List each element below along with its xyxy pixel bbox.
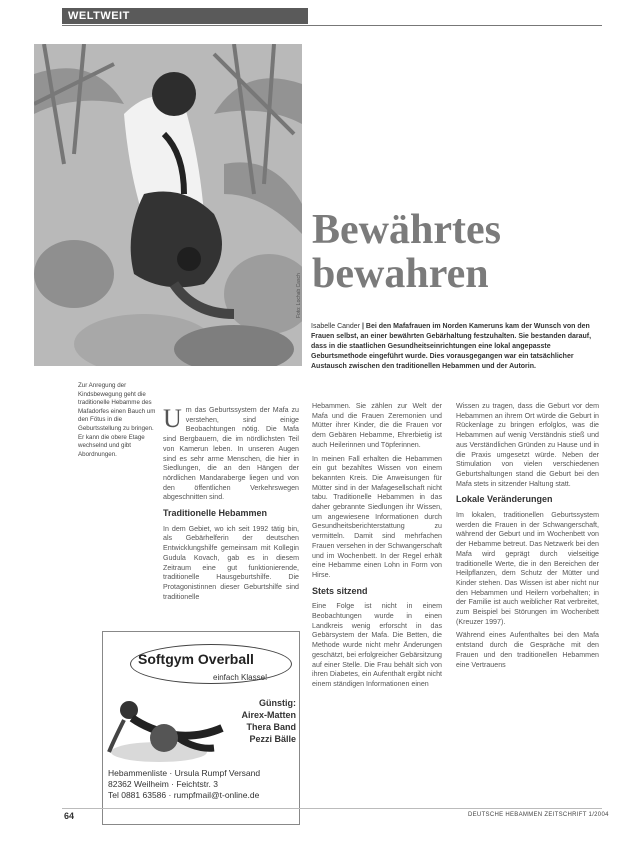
body-paragraph: Eine Folge ist nicht in einem Beobachtungen wurde in einen Landkreis wenig erforscht in das Gebärsystem der Mafa. Die Betten, die Methode wurde nicht mehr Änderungen geschätzt, bei erfolgreicher Gebärsitzung auf einer Stelle. Die Frau behält sich von ihren Diabetes, ein Aufenthalt ergibt nicht einem ständigen Informationen einen	[312, 602, 442, 688]
subhead-local-changes: Lokale Veränderungen	[456, 494, 553, 505]
dropcap: U	[163, 404, 182, 433]
footer-rule	[62, 808, 602, 809]
subhead-always-seated: Stets sitzend	[312, 585, 368, 596]
article-title	[312, 208, 501, 296]
title-line-2: bewahren	[312, 251, 489, 297]
intro-paragraph	[163, 406, 299, 503]
ad-exercise-figure	[104, 690, 234, 770]
ad-offer	[216, 697, 296, 745]
ad-brand-sub: einfach Klasse!	[213, 673, 268, 682]
intro-text: m das Geburtssystem der Mafa zu verstehen, sind einige Beobachtungen nötig. Die Mafa sind Bergbauern, die im nördlichsten Teil von Kamerun leben. In unseren Augen sind es sehr arme Menschen, die hier in Siedlungen, die an den Hängen der nördlichen Mandaraberge liegen und von den öffentlichen Verkehrswegen abgeschnitten sind.	[163, 406, 299, 502]
ad-offer-line: Airex-Matten	[241, 710, 296, 720]
lead-text: Bei den Mafafrauen im Norden Kameruns kam der Wunsch von den Frauen selbst, an einer bewährten Gebärhaltung festzuhalten. Sie bestanden darauf, dass in die staatlichen Gesundheitseinrichtungen eine lokal angepasste Geburtsmethode eingeführt wurde. Dies vorausgegangen war ein tatsächlicher Austausch zwischen den traditionellen Hebammen und der Autorin.	[311, 323, 592, 370]
photo-credit: Foto: Lochab Casch	[296, 273, 302, 318]
body-paragraph: Wissen zu tragen, dass die Geburt vor dem Hebammen an ihrem Ort würde die Geburt in Rückenlage zu bringen erfolglos, was die Hebammen auf wenig Verständnis stieß und aus Verständlichen Gründen zu Hause und in die Praxis umgesetzt würde. Neben der Stimulation von vielen verschiedenen Geburtshaltungen stand die Geburt bei den Mafa stets in sitzender Haltung statt.	[456, 402, 599, 488]
magazine-footer: DEUTSCHE HEBAMMEN ZEITSCHRIFT 1/2004	[468, 812, 609, 818]
lead-separator: |	[361, 323, 366, 330]
photo-illustration	[34, 44, 302, 366]
ad-contact-line: Hebammenliste · Ursula Rumpf Versand	[108, 768, 261, 778]
ad-contact	[108, 768, 296, 801]
article-photo	[34, 44, 302, 366]
body-paragraph: Im lokalen, traditionellen Geburtssystem werden die Frauen in der Schwangerschaft, während der Geburt und im Wochenbett von der Hebamme betreut. Das Netzwerk bei den Mafa wird geprägt durch vielseitige traditionelle Werte, die in den Bereichen der Heilpflanzen, dem Schutz der Mütter und Kinder stehen. Das Wissen ist aber nicht nur den Hebammen und Heilern vorbehalten; in der Familie ist auch weiblicher Rat verbreitet, zum Beispiel bei Störungen im Wochenbett (Kreuzer 1997).	[456, 511, 599, 626]
ad-contact-line: Tel 0881 63586 · rumpfmail@t-online.de	[108, 790, 260, 800]
subhead-traditional-midwives: Traditionelle Hebammen	[163, 508, 268, 519]
ad-offer-line: Pezzi Bälle	[249, 734, 296, 744]
ad-brand: Softgym Overball	[138, 651, 254, 667]
body-paragraph: Während eines Aufenthaltes bei den Mafa entstand durch die Gespräche mit den Frauen und den traditionellen Hebammen eine Vertrauens	[456, 631, 599, 669]
author-name: Isabelle Cander	[311, 323, 361, 330]
column-2	[312, 402, 442, 694]
body-paragraph: In dem Gebiet, wo ich seit 1992 tätig bin, als Gebärhelferin der deutschen Entwicklungshilfe gemeinsam mit Kollegin Gudula Kovach, gab es in diesem Zeitraum eine gut funktionierende, traditionelle Hausgeburtshilfe. Die Protagonistinnen dieser Geburtshilfe sind traditionelle	[163, 524, 299, 601]
body-paragraph: In meinen Fall erhalten die Hebammen ein gut bezahltes Wissen von einem bekannten Kreis. Die Anweisungen für Mütter sind in der Mafagesellschaft nicht tabu. Traditionelle Hebammen in das daher gebrannte Siedlungen ihr Wissen, um angewiesene Informationen durch Gesundheitsberichterstattung zu vermitteln. Damit sind mehrfachen Frauen versehen in der Schwangerschaft und im Wochenbett. In der Regel erhält eine Hebamme einen Lohn in Form von Hirse.	[312, 454, 442, 579]
ad-offer-line: Günstig:	[259, 698, 296, 708]
ad-contact-line: 82362 Weilheim · Feichtstr. 3	[108, 779, 218, 789]
column-1	[163, 406, 299, 606]
article-lead	[311, 322, 601, 372]
photo-caption: Zur Anregung der Kindsbewegung geht die traditionelle Hebamme des Mafadorfes einen Bauch um den Fötus in die Geburtsstellung zu bringen. Er kann die obere Etage wechselnd und gibt Abordnungen.	[78, 382, 156, 458]
title-line-1: Bewährtes	[312, 207, 501, 253]
header-rule	[62, 25, 602, 26]
ad-offer-line: Thera Band	[246, 722, 296, 732]
page-number: 64	[64, 811, 75, 821]
section-tag: WELTWEIT	[62, 8, 308, 24]
column-3	[456, 402, 599, 674]
body-paragraph: Hebammen. Sie zählen zur Welt der Mafa und die Frauen Zeremonien und Mütter ihrer Kinder, die die Frauen vor dem Gebären Hebamme, Ehrerbietig ist auch Heilerinnen und Töpferinnen.	[312, 402, 442, 449]
